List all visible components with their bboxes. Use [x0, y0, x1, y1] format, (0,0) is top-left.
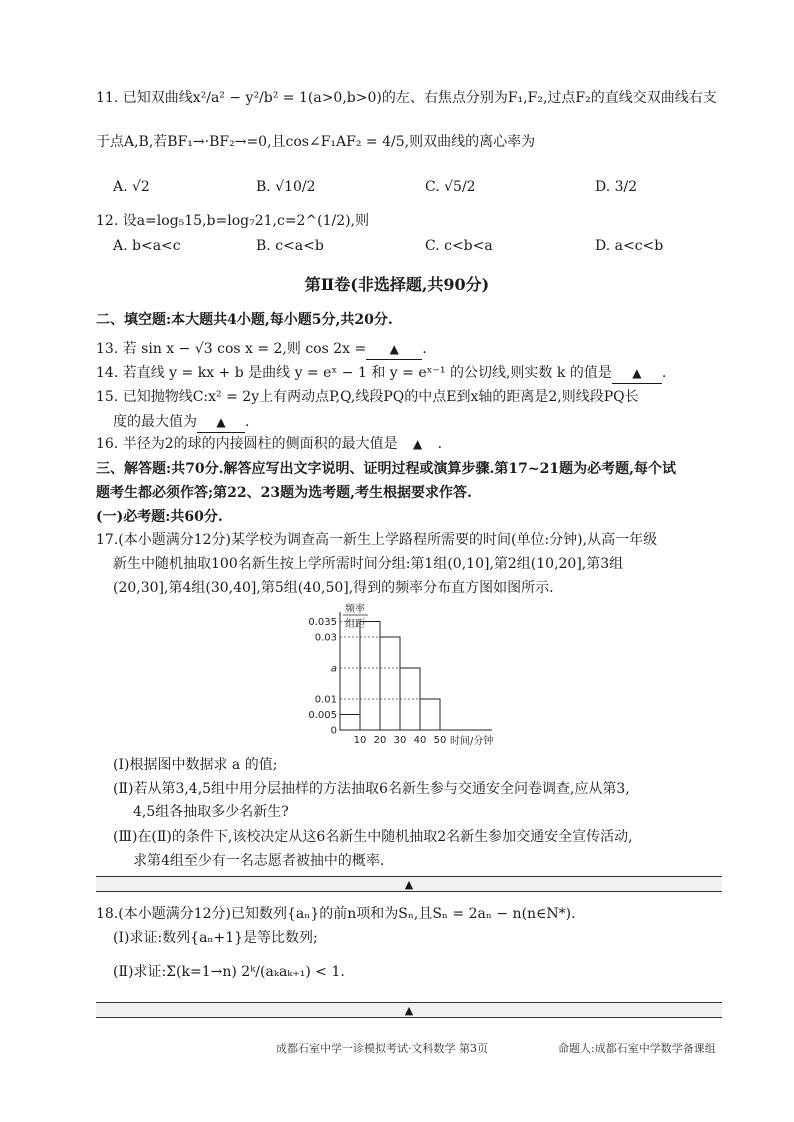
q11-option-c: C. √5/2	[425, 179, 476, 195]
q16	[96, 434, 442, 454]
x-tick-label: 20	[373, 735, 387, 746]
q11-option-d: D. 3/2	[595, 179, 638, 195]
q15-line1: 15. 已知抛物线C:x² = 2y上有两动点P,Q,线段PQ的中点E到x轴的距离是2,则线段PQ长	[96, 389, 639, 405]
q17-line1: 17.(本小题满分12分)某学校为调查高一新生上学路程所需要的时间(单位:分钟),从高一年级	[96, 532, 658, 548]
required-header: (一)必考题:共60分.	[96, 509, 223, 525]
q18-part1: (Ⅰ)求证:数列{aₙ+1}是等比数列;	[113, 930, 318, 946]
y-tick-label: 0.005	[308, 710, 337, 721]
q11-line1: 11. 已知双曲线x²/a² − y²/b² = 1(a>0,b>0)的左、右焦点分别为F₁,F₂,过点F₂的直线交双曲线右支	[96, 90, 717, 106]
histogram-bar-1	[340, 715, 360, 731]
histogram-bar-3	[380, 637, 400, 730]
q17-part2-line2: 4,5组各抽取多少名新生?	[133, 804, 289, 820]
y-tick-label: 0.01	[314, 694, 337, 706]
blank-triangle-icon: ▲	[632, 366, 642, 380]
answer-area-triangle-icon: ▲	[404, 877, 414, 891]
q18-line1: 18.(本小题满分12分)已知数列{aₙ}的前n项和为Sₙ,且Sₙ = 2aₙ − n(n∈N*).	[96, 906, 576, 922]
solve-header-line1: 三、解答题:共70分.解答应写出文字说明、证明过程或演算步骤.第17~21题为必考题,每个试	[96, 461, 676, 477]
q15-text: 度的最大值为	[113, 414, 197, 430]
q17-part3-line2: 求第4组至少有一名志愿者被抽中的概率.	[133, 853, 385, 869]
q17-part2-line1: (Ⅱ)若从第3,4,5组中用分层抽样的方法抽取6名新生参与交通安全问卷调查,应从第3,	[113, 781, 630, 797]
q18-answer-area	[96, 1002, 722, 1018]
y-axis-label-bottom: 组距	[345, 619, 365, 630]
q14-text: 14. 若直线 y = kx + b 是曲线 y = eˣ − 1 和 y = eˣ⁻¹ 的公切线,则实数 k 的值是	[96, 365, 612, 381]
q15-end: .	[245, 414, 250, 430]
q13-text: 13. 若 sin x − √3 cos x = 2,则 cos 2x =	[96, 341, 367, 357]
q17-line2: 新生中随机抽取100名新生按上学所需时间分组:第1组(0,10],第2组(10,20],第3组	[113, 556, 624, 572]
solve-header-line2: 题考生都必须作答;第22、23题为选考题,考生根据要求作答.	[96, 485, 472, 501]
q14-end: .	[661, 365, 667, 381]
x-axis-label: 时间/分钟	[450, 736, 494, 747]
q11-line2: 于点A,B,若BF₁→·BF₂→=0,且cos∠F₁AF₂ = 4/5,则双曲线的离心率为	[96, 134, 536, 150]
q12-option-c: C. c<b<a	[425, 238, 493, 254]
q14-answer-blank	[612, 363, 662, 384]
y-tick-label: a	[330, 663, 337, 675]
q17-part1: (Ⅰ)根据图中数据求 a 的值;	[113, 757, 278, 773]
footer-author: 命题人:成都石室中学数学备课组	[558, 1042, 716, 1055]
q13	[96, 339, 427, 360]
fill-section-header: 二、填空题:本大题共4小题,每小题5分,共20分.	[96, 312, 393, 328]
q17-answer-area	[96, 876, 722, 892]
answer-area-triangle-icon: ▲	[404, 1003, 414, 1017]
frequency-histogram	[290, 600, 540, 750]
q16-end: .	[437, 436, 443, 452]
q12-option-a: A. b<a<c	[113, 238, 181, 254]
q11-option-b: B. √10/2	[256, 179, 316, 195]
q15-line2	[113, 412, 249, 433]
footer-page-info: 成都石室中学一诊模拟考试·文科数学 第3页	[276, 1042, 488, 1055]
q14	[96, 363, 666, 384]
q15-answer-blank	[197, 412, 245, 433]
y-tick-label: 0	[330, 725, 337, 737]
y-tick-label: 0.035	[308, 617, 337, 628]
histogram-bar-2	[360, 622, 380, 731]
section2-title: 第Ⅱ卷(非选择题,共90分)	[304, 275, 490, 294]
q12-option-b: B. c<a<b	[256, 238, 324, 254]
blank-triangle-icon: ▲	[413, 437, 423, 451]
x-tick-label: 10	[353, 735, 367, 746]
y-axis-label-top: 频率	[345, 604, 365, 615]
y-tick-label: 0.03	[314, 632, 337, 644]
x-tick-label: 50	[433, 735, 447, 746]
q16-answer-blank	[398, 434, 438, 454]
q17-part3-line1: (Ⅲ)在(Ⅱ)的条件下,该校决定从这6名新生中随机抽取2名新生参加交通安全宣传活动,	[113, 829, 633, 845]
x-tick-label: 40	[413, 735, 427, 746]
q18-part2: (Ⅱ)求证:Σ(k=1→n) 2ᵏ/(aₖaₖ₊₁) < 1.	[113, 964, 345, 980]
q13-answer-blank	[366, 339, 422, 360]
blank-triangle-icon: ▲	[389, 342, 399, 356]
q12-option-d: D. a<c<b	[595, 238, 664, 254]
q13-end: .	[422, 341, 427, 357]
histogram-bar-5	[420, 699, 440, 730]
blank-triangle-icon: ▲	[216, 415, 226, 429]
q12-line1: 12. 设a=log₅15,b=log₇21,c=2^(1/2),则	[96, 213, 370, 229]
x-tick-label: 30	[393, 735, 407, 746]
q17-line3: (20,30],第4组(30,40],第5组(40,50],得到的频率分布直方图如图所示.	[113, 580, 554, 596]
q16-text: 16. 半径为2的球的内接圆柱的侧面积的最大值是	[96, 436, 398, 452]
q11-option-a: A. √2	[113, 179, 150, 195]
